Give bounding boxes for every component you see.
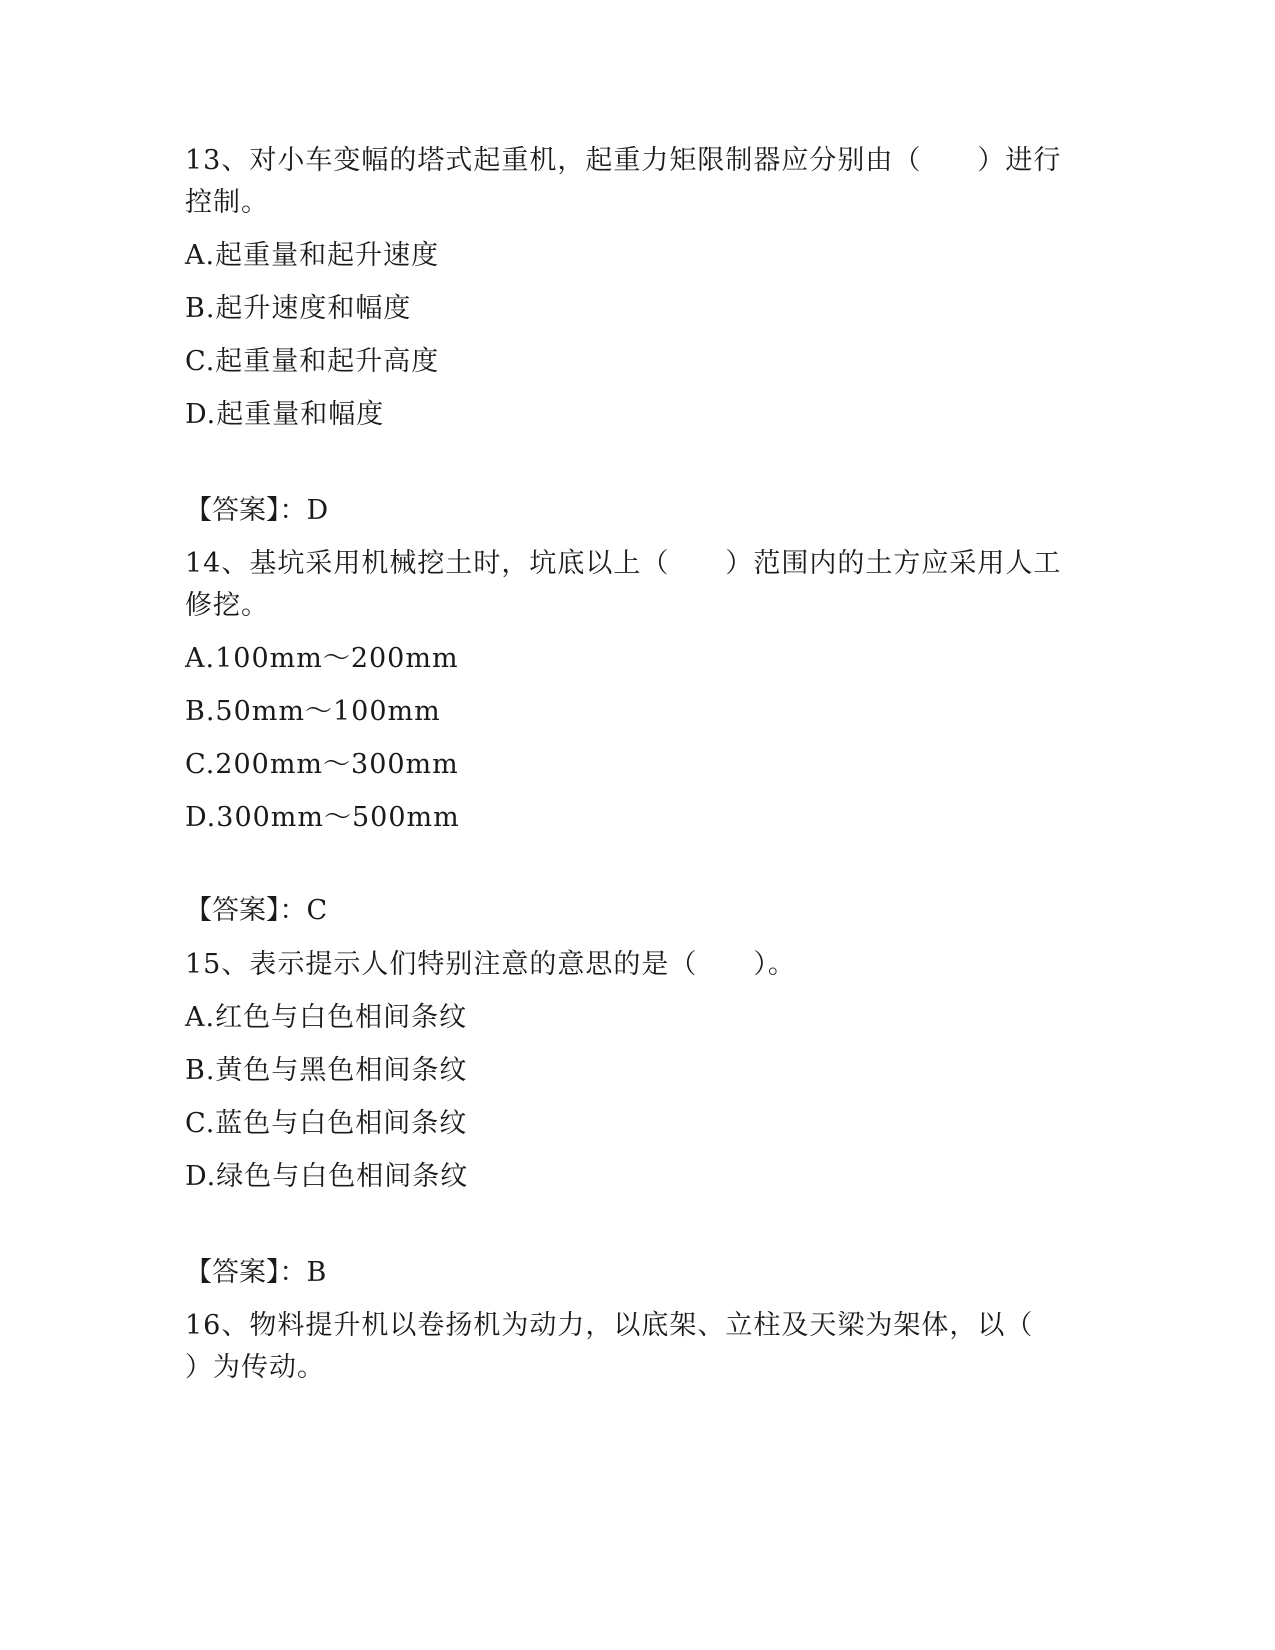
question-14-option-c: C.200mm～300mm [185,749,459,780]
question-13-option-a: A.起重量和起升速度 [185,240,440,271]
question-13-stem-line-2: 控制。 [185,187,269,218]
question-15-answer: 【答案】：B [185,1257,327,1288]
question-15-stem-line-1: 15、表示提示人们特别注意的意思的是（ ）。 [185,949,796,980]
question-15-option-c: C.蓝色与白色相间条纹 [185,1108,468,1139]
question-14-option-b: B.50mm～100mm [185,696,441,727]
question-13-option-d: D.起重量和幅度 [185,399,385,430]
question-15-option-b: B.黄色与黑色相间条纹 [185,1055,468,1086]
question-15-option-d: D.绿色与白色相间条纹 [185,1161,469,1192]
question-14-stem-line-2: 修挖。 [185,590,269,621]
question-15-option-a: A.红色与白色相间条纹 [185,1002,468,1033]
question-13-stem-line-1: 13、对小车变幅的塔式起重机，起重力矩限制器应分别由（ ）进行 [185,145,1062,176]
question-14-option-d: D.300mm～500mm [185,802,460,833]
question-16-stem-line-2: ）为传动。 [185,1352,325,1383]
question-16-stem-line-1: 16、物料提升机以卷扬机为动力，以底架、立柱及天梁为架体，以（ [185,1310,1034,1341]
question-14-option-a: A.100mm～200mm [185,643,459,674]
question-13-answer: 【答案】：D [185,495,329,526]
question-13-option-c: C.起重量和起升高度 [185,346,440,377]
question-13-option-b: B.起升速度和幅度 [185,293,412,324]
question-14-answer: 【答案】：C [185,895,328,926]
question-14-stem-line-1: 14、基坑采用机械挖土时，坑底以上（ ）范围内的土方应采用人工 [185,548,1062,579]
